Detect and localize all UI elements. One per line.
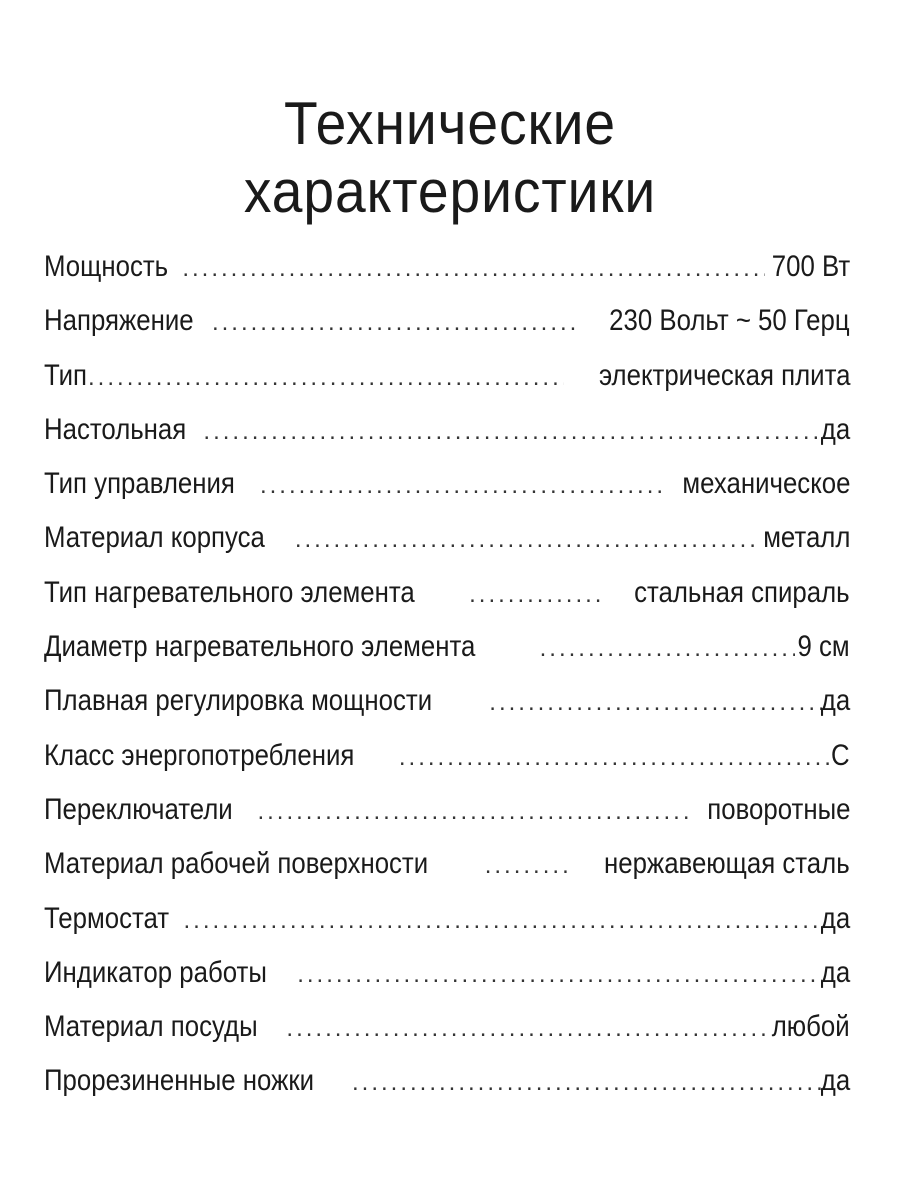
dot-leader — [182, 242, 765, 296]
spec-value: да — [820, 901, 850, 935]
spec-label: Переключатели — [44, 792, 233, 826]
spec-value: да — [820, 955, 850, 989]
spec-row — [44, 892, 850, 946]
spec-value: да — [820, 412, 850, 446]
page-title — [36, 90, 864, 226]
spec-row — [44, 511, 850, 565]
spec-row — [44, 1054, 850, 1108]
spec-row — [44, 294, 850, 348]
spec-label: Плавная регулировка мощности — [44, 684, 433, 718]
dot-leader — [469, 568, 605, 622]
spec-row — [44, 783, 850, 837]
spec-row — [44, 240, 850, 294]
spec-row — [44, 946, 850, 1000]
spec-value: нержавеющая сталь — [604, 847, 850, 881]
dot-leader — [399, 731, 834, 785]
spec-row — [44, 1000, 850, 1054]
spec-label: Настольная — [44, 412, 187, 446]
spec-value: 9 см — [797, 630, 850, 664]
dot-leader — [212, 296, 576, 350]
dot-leader — [489, 676, 822, 730]
spec-value: да — [820, 684, 850, 718]
spec-row — [44, 349, 850, 403]
dot-leader — [260, 459, 661, 513]
spec-value: 700 Вт — [771, 250, 850, 283]
spec-value: электрическая плита — [598, 358, 850, 392]
dot-leader — [540, 622, 796, 676]
spec-label: Материал корпуса — [44, 521, 265, 555]
dot-leader — [352, 1056, 822, 1110]
title-line-1: Технические — [284, 90, 616, 158]
title-line-2: характеристики — [243, 158, 657, 226]
spec-value: механическое — [681, 467, 850, 501]
spec-row — [44, 457, 850, 511]
dot-leader — [297, 948, 822, 1002]
spec-label: Класс энергопотребления — [44, 738, 355, 772]
dot-leader — [286, 1002, 765, 1056]
spec-label: Мощность — [44, 250, 169, 283]
spec-list — [44, 240, 850, 1109]
spec-row — [44, 403, 850, 457]
spec-label: Индикатор работы — [44, 955, 267, 989]
spec-value: поворотные — [706, 792, 850, 826]
spec-label: Прорезиненные ножки — [44, 1064, 315, 1098]
dot-leader — [295, 513, 755, 567]
spec-label: Напряжение — [44, 304, 194, 338]
spec-label: Диаметр нагревательного элемента — [44, 630, 476, 664]
spec-label: Тип нагревательного элемента — [44, 575, 415, 609]
spec-value: 230 Вольт ~ 50 Герц — [609, 304, 850, 338]
spec-row — [44, 674, 850, 728]
dot-leader — [485, 839, 571, 893]
dot-leader — [257, 785, 689, 839]
spec-value: металл — [762, 521, 850, 555]
spec-row — [44, 620, 850, 674]
spec-value: С — [831, 738, 850, 772]
spec-label: Материал посуды — [44, 1010, 258, 1044]
spec-row — [44, 837, 850, 891]
spec-value: стальная спираль — [634, 575, 850, 609]
spec-value: любой — [772, 1010, 850, 1044]
spec-label: Термостат — [44, 901, 170, 935]
spec-label: Тип управления — [44, 467, 235, 501]
dot-leader — [88, 351, 564, 405]
dot-leader — [203, 405, 821, 459]
spec-value: да — [820, 1064, 850, 1098]
spec-row — [44, 566, 850, 620]
spec-row — [44, 729, 850, 783]
spec-label: Тип — [44, 358, 88, 392]
spec-label: Материал рабочей поверхности — [44, 847, 429, 881]
dot-leader — [184, 894, 822, 948]
